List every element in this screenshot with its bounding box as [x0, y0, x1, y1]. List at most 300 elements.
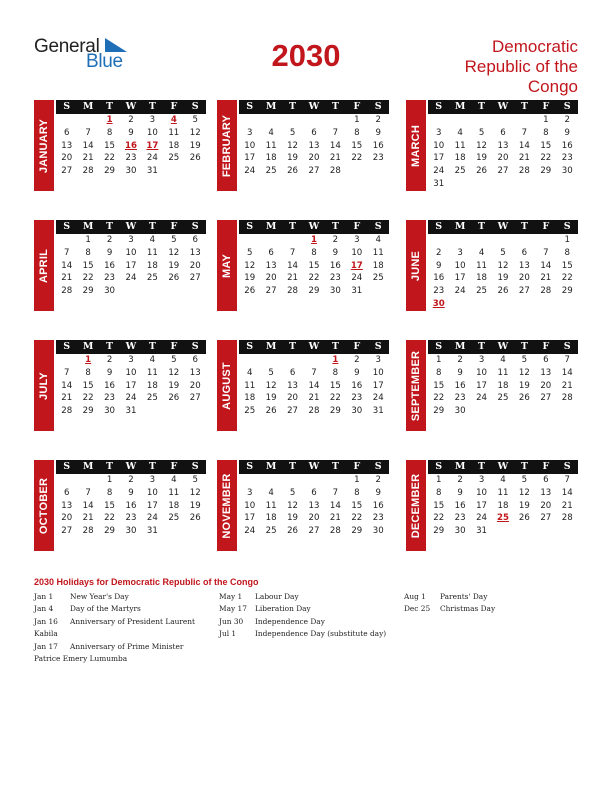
day-cell: 8	[564, 247, 570, 258]
week-row	[428, 285, 578, 298]
weekday-header: T	[148, 341, 156, 352]
day-cell: 22	[561, 273, 573, 284]
weekday-header: W	[497, 221, 509, 232]
day-cell: 14	[561, 367, 573, 378]
holiday-name-continued: Kabila	[34, 629, 58, 639]
week-row	[239, 474, 389, 487]
empty-day-cell	[282, 234, 303, 247]
week-row	[428, 140, 578, 153]
day-cell: 1	[564, 235, 570, 245]
day-cell: 2	[457, 475, 463, 485]
day-cell: 25	[168, 153, 180, 164]
holiday-entry	[404, 603, 574, 615]
weekday-header: T	[148, 101, 156, 112]
week-row	[239, 260, 389, 273]
day-cell: 25	[265, 166, 277, 177]
weekday-header: T	[520, 221, 528, 232]
day-cell: 31	[351, 286, 363, 297]
weekday-header: T	[478, 461, 486, 472]
holiday-column	[404, 591, 574, 616]
empty-day-cell	[557, 525, 578, 538]
day-cell: 1	[106, 475, 113, 485]
day-cell: 18	[146, 260, 158, 271]
day-cell: 20	[497, 153, 509, 164]
empty-day-cell	[239, 354, 260, 367]
month-name: APRIL	[38, 248, 50, 283]
week-row	[239, 380, 389, 393]
weekday-header: S	[63, 101, 71, 112]
weekday-header: S	[246, 221, 254, 232]
empty-day-cell	[449, 234, 470, 247]
week-row	[56, 525, 206, 538]
holiday-entry	[219, 603, 402, 615]
day-cell: 27	[189, 393, 201, 404]
day-cell: 17	[244, 153, 256, 164]
day-cell: 17	[125, 380, 137, 391]
month-label	[34, 100, 54, 191]
week-row	[239, 354, 389, 367]
weekday-header: S	[191, 101, 199, 112]
day-cell: 22	[540, 153, 552, 164]
logo-text-general: General	[34, 36, 100, 57]
weekday-header: T	[289, 341, 297, 352]
day-cell: 15	[351, 140, 363, 151]
day-cell: 11	[146, 247, 158, 258]
day-cell: 9	[457, 367, 463, 378]
week-row	[428, 367, 578, 380]
week-row	[56, 247, 206, 260]
day-cell: 28	[329, 526, 341, 537]
day-cell: 13	[61, 140, 73, 151]
day-cell: 22	[82, 273, 94, 284]
day-cell: 16	[104, 380, 116, 391]
day-cell: 11	[265, 140, 277, 151]
empty-day-cell	[239, 114, 260, 127]
empty-day-cell	[514, 405, 535, 418]
day-cell: 6	[500, 127, 506, 138]
holiday-column	[219, 591, 402, 641]
day-cell: 7	[85, 487, 91, 498]
weekday-header: F	[542, 101, 550, 112]
holiday-day-cell: 1	[85, 355, 92, 365]
logo-text-blue: Blue	[86, 51, 123, 72]
day-cell: 29	[433, 406, 445, 417]
week-row	[428, 500, 578, 513]
day-cell: 26	[244, 286, 256, 297]
day-cell: 13	[61, 500, 73, 511]
weekday-header: T	[331, 341, 339, 352]
day-cell: 24	[476, 393, 488, 404]
day-cell: 15	[561, 260, 573, 271]
day-cell: 31	[146, 166, 158, 177]
weekday-header: W	[125, 221, 137, 232]
week-row	[56, 140, 206, 153]
day-cell: 8	[85, 247, 91, 258]
empty-day-cell	[303, 474, 324, 487]
day-cell: 2	[375, 475, 381, 485]
day-cell: 14	[287, 260, 299, 271]
day-cell: 20	[287, 393, 299, 404]
day-cell: 25	[146, 273, 158, 284]
day-cell: 29	[329, 406, 341, 417]
day-cell: 19	[497, 273, 509, 284]
day-cell: 24	[146, 153, 158, 164]
weekday-header-row	[56, 100, 206, 114]
day-cell: 2	[106, 235, 113, 245]
day-cell: 16	[125, 500, 137, 511]
empty-day-cell	[428, 114, 449, 127]
week-row	[239, 272, 389, 285]
month-days-grid	[428, 460, 578, 538]
holiday-date: Jun 30	[219, 616, 244, 626]
day-cell: 16	[104, 260, 116, 271]
week-row	[428, 525, 578, 538]
day-cell: 20	[308, 513, 320, 524]
holiday-date: Jan 17	[34, 641, 58, 651]
empty-day-cell	[260, 234, 281, 247]
day-cell: 15	[104, 500, 116, 511]
day-cell: 9	[375, 127, 381, 138]
weekday-header: S	[374, 101, 382, 112]
empty-day-cell	[368, 285, 389, 298]
week-row	[239, 165, 389, 178]
week-row	[239, 405, 389, 418]
day-cell: 24	[125, 273, 137, 284]
month-label	[217, 340, 237, 431]
day-cell: 20	[189, 260, 201, 271]
empty-day-cell	[557, 178, 578, 191]
day-cell: 2	[564, 115, 570, 125]
day-cell: 14	[61, 260, 73, 271]
day-cell: 13	[189, 247, 201, 258]
week-row	[239, 512, 389, 525]
weekday-header-row	[56, 460, 206, 474]
weekday-header: T	[289, 461, 297, 472]
day-cell: 10	[146, 127, 158, 138]
week-row	[56, 392, 206, 405]
day-cell: 8	[311, 247, 317, 258]
day-cell: 23	[454, 513, 466, 524]
weekday-header: T	[331, 221, 339, 232]
month-label	[34, 340, 54, 431]
day-cell: 27	[518, 286, 530, 297]
day-cell: 6	[268, 247, 274, 258]
weekday-header: F	[542, 461, 550, 472]
month-name: JUNE	[410, 250, 422, 281]
day-cell: 17	[454, 273, 466, 284]
day-cell: 5	[192, 115, 198, 125]
holiday-date: Dec 25	[404, 604, 431, 614]
day-cell: 3	[375, 355, 381, 365]
day-cell: 30	[104, 406, 116, 417]
week-row	[56, 165, 206, 178]
day-cell: 28	[540, 286, 552, 297]
week-row	[56, 234, 206, 247]
month-days-grid	[56, 100, 206, 178]
day-cell: 21	[561, 500, 573, 511]
empty-day-cell	[185, 165, 206, 178]
week-row	[428, 272, 578, 285]
day-cell: 23	[372, 153, 384, 164]
month-days-grid	[56, 460, 206, 538]
weekday-header: M	[265, 101, 277, 112]
day-cell: 25	[372, 273, 384, 284]
day-cell: 30	[104, 286, 116, 297]
weekday-header: T	[289, 101, 297, 112]
weekday-header-row	[239, 340, 389, 354]
empty-day-cell	[535, 405, 556, 418]
day-cell: 7	[332, 127, 339, 138]
day-cell: 24	[244, 166, 256, 177]
day-cell: 3	[478, 355, 485, 365]
day-cell: 21	[329, 153, 341, 164]
day-cell: 10	[454, 260, 466, 271]
month-label	[406, 220, 426, 311]
empty-day-cell	[239, 234, 260, 247]
day-cell: 6	[63, 127, 70, 138]
weekday-header: W	[497, 101, 509, 112]
day-cell: 31	[476, 526, 488, 537]
empty-day-cell	[492, 178, 513, 191]
day-cell: 5	[246, 247, 253, 258]
weekday-header: T	[520, 461, 528, 472]
day-cell: 8	[435, 367, 442, 378]
day-cell: 1	[85, 235, 91, 245]
day-cell: 2	[375, 115, 381, 125]
day-cell: 21	[329, 513, 341, 524]
month-days-grid	[56, 340, 206, 418]
day-cell: 2	[106, 355, 113, 365]
day-cell: 5	[478, 127, 485, 138]
day-cell: 9	[106, 367, 113, 378]
weekday-header: W	[308, 101, 320, 112]
day-cell: 30	[372, 526, 384, 537]
holiday-name: New Year's Day	[70, 592, 129, 601]
day-cell: 6	[192, 235, 198, 245]
month-days-grid	[56, 220, 206, 298]
weekday-header: T	[106, 341, 114, 352]
empty-day-cell	[260, 474, 281, 487]
day-cell: 13	[287, 380, 299, 391]
day-cell: 18	[265, 513, 277, 524]
day-cell: 20	[61, 513, 73, 524]
week-row	[239, 114, 389, 127]
week-row	[239, 487, 389, 500]
month-label	[34, 220, 54, 311]
day-cell: 9	[435, 260, 442, 271]
holiday-day-cell: 30	[432, 298, 445, 309]
day-cell: 1	[543, 115, 549, 125]
day-cell: 3	[128, 235, 134, 245]
empty-day-cell	[303, 354, 324, 367]
empty-day-cell	[120, 285, 141, 298]
day-cell: 31	[372, 406, 384, 417]
day-cell: 11	[265, 500, 277, 511]
week-row	[56, 500, 206, 513]
day-cell: 30	[351, 406, 363, 417]
week-row	[56, 367, 206, 380]
weekday-header: F	[170, 221, 178, 232]
day-cell: 4	[149, 355, 156, 365]
weekday-header: M	[454, 461, 466, 472]
weekday-header: S	[63, 341, 71, 352]
day-cell: 27	[308, 166, 320, 177]
day-cell: 22	[104, 153, 116, 164]
day-cell: 6	[289, 367, 296, 378]
weekday-header: M	[265, 221, 277, 232]
day-cell: 25	[146, 393, 158, 404]
day-cell: 16	[329, 260, 341, 271]
empty-day-cell	[471, 405, 492, 418]
holidays-title: 2030 Holidays for Democratic Republic of the Congo	[34, 577, 259, 587]
weekday-header: M	[82, 461, 94, 472]
day-cell: 15	[104, 140, 116, 151]
day-cell: 19	[518, 380, 530, 391]
holiday-name: Anniversary of President Laurent	[70, 616, 196, 626]
holiday-entry	[34, 591, 214, 603]
day-cell: 23	[104, 273, 116, 284]
day-cell: 15	[540, 140, 552, 151]
weekday-header: M	[454, 101, 466, 112]
day-cell: 4	[268, 487, 274, 498]
empty-day-cell	[77, 474, 98, 487]
day-cell: 3	[457, 247, 463, 258]
day-cell: 6	[543, 355, 549, 365]
holiday-entry	[34, 641, 214, 653]
holiday-name: Christmas Day	[440, 604, 496, 614]
day-cell: 12	[287, 500, 299, 511]
weekday-header: S	[63, 221, 71, 232]
day-cell: 21	[540, 273, 552, 284]
weekday-header: S	[563, 341, 571, 352]
day-cell: 30	[454, 406, 466, 417]
weekday-header-row	[428, 220, 578, 234]
day-cell: 18	[372, 260, 384, 271]
holiday-date: Jan 1	[34, 592, 54, 601]
week-row	[56, 152, 206, 165]
day-cell: 28	[287, 286, 299, 297]
day-cell: 22	[308, 273, 320, 284]
week-row	[56, 487, 206, 500]
weekday-header: S	[374, 221, 382, 232]
empty-day-cell	[142, 285, 163, 298]
day-cell: 27	[540, 393, 552, 404]
day-cell: 9	[332, 247, 339, 258]
day-cell: 27	[497, 166, 509, 177]
weekday-header: M	[454, 341, 466, 352]
empty-day-cell	[163, 165, 184, 178]
weekday-header: W	[497, 341, 509, 352]
holiday-date: Aug 1	[404, 592, 426, 601]
day-cell: 5	[521, 355, 528, 365]
empty-day-cell	[56, 234, 77, 247]
empty-day-cell	[325, 114, 346, 127]
weekday-header: S	[435, 461, 443, 472]
weekday-header: S	[191, 461, 199, 472]
day-cell: 1	[435, 355, 442, 365]
week-row	[428, 260, 578, 273]
holiday-name: Parents' Day	[440, 592, 488, 601]
day-cell: 25	[476, 286, 488, 297]
day-cell: 12	[168, 367, 180, 378]
empty-day-cell	[492, 525, 513, 538]
empty-day-cell	[514, 178, 535, 191]
month-label	[217, 460, 237, 551]
day-cell: 5	[192, 475, 198, 485]
day-cell: 9	[564, 127, 570, 138]
day-cell: 9	[375, 487, 381, 498]
day-cell: 11	[168, 487, 180, 498]
holiday-entry	[404, 591, 574, 603]
day-cell: 3	[435, 127, 442, 138]
weekday-header-row	[428, 460, 578, 474]
day-cell: 24	[125, 393, 137, 404]
day-cell: 28	[518, 166, 530, 177]
holiday-date: Jul 1	[219, 629, 237, 639]
day-cell: 7	[63, 367, 70, 378]
month-name: MARCH	[410, 124, 422, 167]
weekday-header: M	[265, 341, 277, 352]
day-cell: 25	[454, 166, 466, 177]
day-cell: 16	[372, 140, 384, 151]
month-days-grid	[239, 220, 389, 298]
weekday-header: F	[353, 461, 361, 472]
day-cell: 8	[354, 487, 360, 498]
day-cell: 12	[518, 487, 530, 498]
weekday-header: S	[563, 461, 571, 472]
day-cell: 19	[476, 153, 488, 164]
day-cell: 20	[308, 153, 320, 164]
day-cell: 24	[351, 273, 363, 284]
day-cell: 12	[168, 247, 180, 258]
day-cell: 18	[168, 140, 180, 151]
week-row	[428, 178, 578, 191]
weekday-header: W	[308, 341, 320, 352]
day-cell: 15	[351, 500, 363, 511]
day-cell: 3	[354, 235, 360, 245]
day-cell: 12	[189, 127, 201, 138]
month-label	[34, 460, 54, 551]
day-cell: 12	[265, 380, 277, 391]
empty-day-cell	[449, 114, 470, 127]
empty-day-cell	[163, 405, 184, 418]
month-label	[406, 340, 426, 431]
month-label	[217, 220, 237, 311]
weekday-header: S	[246, 461, 254, 472]
day-cell: 4	[171, 475, 177, 485]
weekday-header: T	[331, 461, 339, 472]
day-cell: 3	[246, 487, 253, 498]
holiday-day-cell: 17	[350, 260, 363, 271]
week-row	[239, 500, 389, 513]
holiday-name: Labour Day	[255, 592, 299, 601]
day-cell: 17	[476, 380, 488, 391]
weekday-header: T	[106, 101, 114, 112]
day-cell: 1	[354, 475, 360, 485]
empty-day-cell	[514, 234, 535, 247]
day-cell: 7	[63, 247, 70, 258]
day-cell: 15	[433, 380, 445, 391]
weekday-header-row	[239, 460, 389, 474]
weekday-header-row	[428, 340, 578, 354]
weekday-header: M	[82, 341, 94, 352]
empty-day-cell	[535, 234, 556, 247]
day-cell: 1	[354, 115, 360, 125]
weekday-header: S	[246, 101, 254, 112]
day-cell: 5	[171, 355, 177, 365]
day-cell: 10	[125, 247, 137, 258]
day-cell: 8	[106, 127, 113, 138]
